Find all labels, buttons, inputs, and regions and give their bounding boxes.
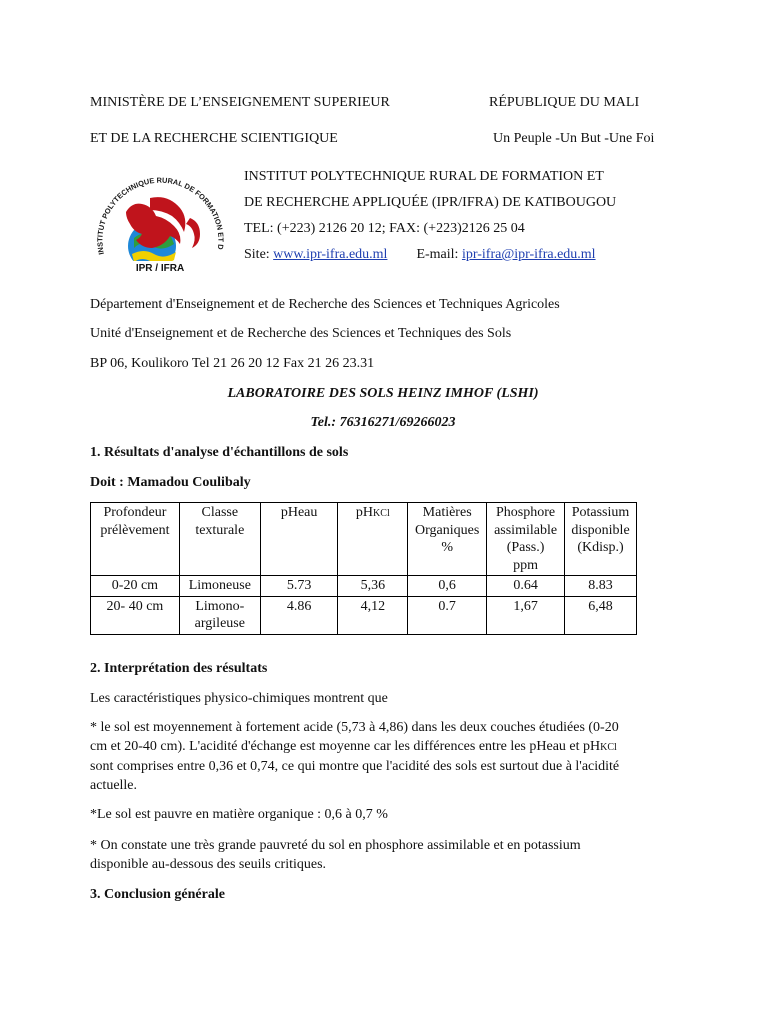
logo-graphic bbox=[90, 168, 230, 273]
department-line: Département d'Enseignement et de Recherche des Sciences et Techniques Agricoles bbox=[90, 297, 560, 312]
header-classe: Classe texturale bbox=[179, 503, 260, 576]
cell-p: 0.64 bbox=[487, 576, 565, 597]
site-label: Site: bbox=[244, 247, 270, 262]
section3-title: 3. Conclusion générale bbox=[90, 887, 225, 902]
institute-name-line2: DE RECHERCHE APPLIQUÉE (IPR/IFRA) DE KATIBOUGOU bbox=[244, 195, 617, 210]
email-link[interactable]: ipr-ifra@ipr-ifra.edu.ml bbox=[461, 247, 596, 262]
cell-profondeur: 0-20 cm bbox=[91, 576, 180, 597]
institute-logo bbox=[90, 168, 230, 273]
table-row bbox=[91, 576, 637, 597]
interpretation-intro: Les caractéristiques physico-chimiques montrent que bbox=[90, 691, 388, 706]
institute-tel-fax: TEL: (+223) 2126 20 12; FAX: (+223)2126 25 04 bbox=[244, 221, 525, 236]
interpretation-organic: *Le sol est pauvre en matière organique : 0,6 à 0,7 % bbox=[90, 807, 388, 822]
lab-name: LABORATOIRE DES SOLS HEINZ IMHOF (LSHI) bbox=[227, 386, 539, 401]
cell-k: 8.83 bbox=[565, 576, 637, 597]
cell-mo: 0,6 bbox=[408, 576, 487, 597]
site-link[interactable]: www.ipr-ifra.edu.ml bbox=[273, 247, 388, 262]
cell-pheau: 4.86 bbox=[260, 596, 338, 634]
institute-contact-line bbox=[244, 246, 596, 264]
table-header-row bbox=[91, 503, 637, 576]
cell-phkcl: 4,12 bbox=[338, 596, 408, 634]
republic-title: RÉPUBLIQUE DU MALI bbox=[489, 95, 640, 110]
cell-mo: 0.7 bbox=[408, 596, 487, 634]
email-label: E-mail: bbox=[416, 247, 459, 262]
cell-phkcl: 5,36 bbox=[338, 576, 408, 597]
address-line: BP 06, Koulikoro Tel 21 26 20 12 Fax 21 26 23.31 bbox=[90, 356, 375, 371]
header-matieres: Matières Organiques % bbox=[408, 503, 487, 576]
national-motto: Un Peuple -Un But -Une Foi bbox=[493, 131, 655, 146]
unit-line: Unité d'Enseignement et de Recherche des Sciences et Techniques des Sols bbox=[90, 326, 512, 341]
cell-p: 1,67 bbox=[487, 596, 565, 634]
ministry-line1: MINISTÈRE DE L’ENSEIGNEMENT SUPERIEUR bbox=[90, 95, 390, 110]
interpretation-nutrients: * On constate une très grande pauvreté du sol en phosphore assimilable et en potassium disponible au-dessous des seuils critiques. bbox=[90, 838, 581, 872]
institute-name-line1: INSTITUT POLYTECHNIQUE RURAL DE FORMATION ET bbox=[244, 169, 604, 184]
header-phosphore: Phosphore assimilable (Pass.) ppm bbox=[487, 503, 565, 576]
section2-title: 2. Interprétation des résultats bbox=[90, 661, 268, 676]
table-row bbox=[91, 596, 637, 634]
ministry-line2: ET DE LA RECHERCHE SCIENTIGIQUE bbox=[90, 131, 338, 146]
cell-pheau: 5.73 bbox=[260, 576, 338, 597]
interpretation-acidity: * le sol est moyennement à fortement acide (5,73 à 4,86) dans les deux couches étudiées (0-20 cm et 20-40 cm). L'acidité d'échange est moyenne car les différences entre les pHeau et pHKCl sont comprises entre 0,36 et 0,74, ce qui montre que l'acidité des sols est surtout due à l'acidité actuelle. bbox=[90, 720, 620, 793]
client-name: Doit : Mamadou Coulibaly bbox=[90, 475, 251, 490]
section1-title: 1. Résultats d'analyse d'échantillons de sols bbox=[90, 445, 349, 460]
results-table bbox=[90, 502, 637, 635]
header-potassium: Potassium disponible (Kdisp.) bbox=[565, 503, 637, 576]
lab-tel: Tel.: 76316271/69266023 bbox=[310, 415, 456, 430]
header-pheau: pHeau bbox=[260, 503, 338, 576]
cell-profondeur: 20- 40 cm bbox=[91, 596, 180, 634]
header-phkcl: pHKCl bbox=[338, 503, 408, 576]
cell-classe: Limono- argileuse bbox=[179, 596, 260, 634]
logo-caption: IPR / IFRA bbox=[135, 263, 185, 273]
cell-k: 6,48 bbox=[565, 596, 637, 634]
header-profondeur: Profondeur prélèvement bbox=[91, 503, 180, 576]
logo-ring-text: INSTITUT POLYTECHNIQUE RURAL DE FORMATION ET D bbox=[95, 175, 226, 256]
cell-classe: Limoneuse bbox=[179, 576, 260, 597]
